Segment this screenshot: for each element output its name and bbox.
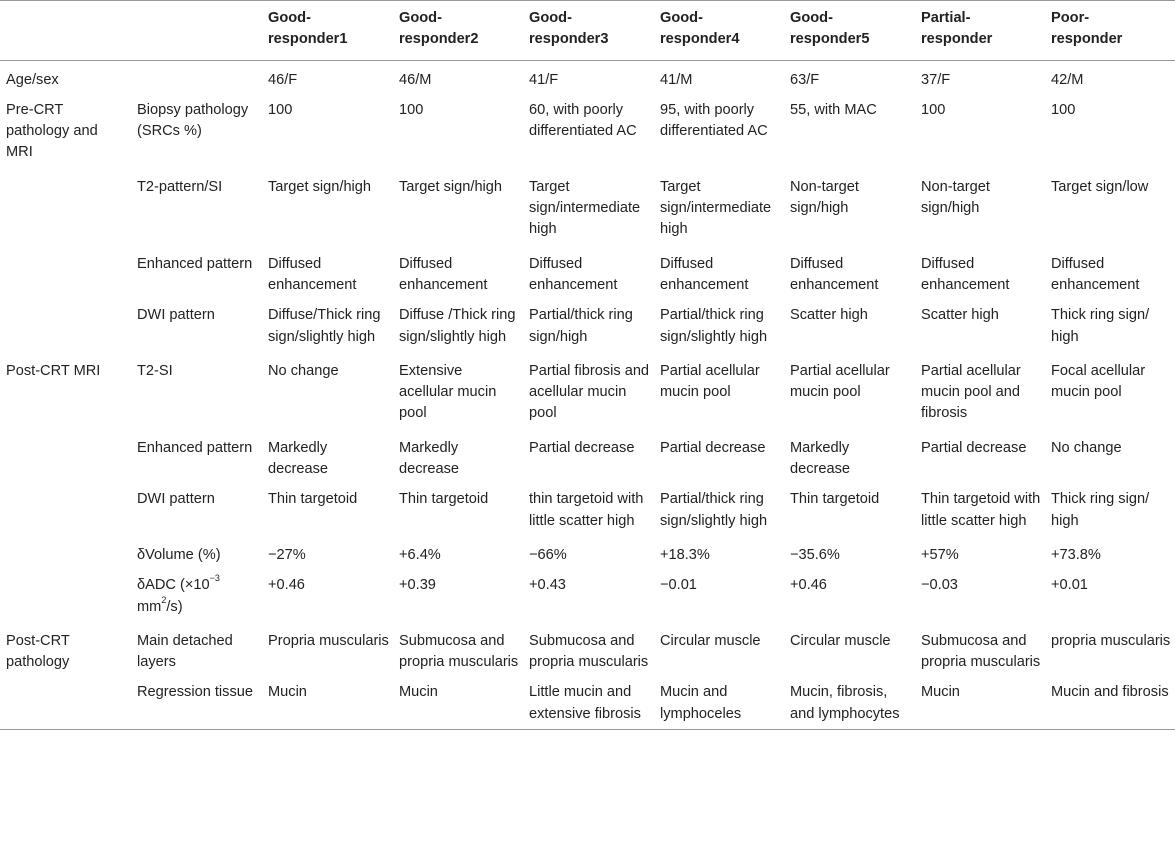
value-cell: Scatter high xyxy=(790,307,868,324)
value-cell: Focal acellular mucin pool xyxy=(1051,362,1146,401)
value-cell: Thick ring sign/ high xyxy=(1051,491,1150,529)
value-cell: −0.01 xyxy=(660,577,697,594)
header-cell xyxy=(523,1,654,61)
header-good-responder1: Good- responder1 xyxy=(268,10,348,48)
table-row xyxy=(0,570,1175,622)
item-cell xyxy=(131,570,262,622)
table-row xyxy=(0,622,1175,678)
value-cell: Scatter high xyxy=(921,307,999,324)
table-row xyxy=(0,60,1175,95)
table-row xyxy=(0,536,1175,570)
group-cell xyxy=(0,484,131,536)
header-poor-responder: Poor- responder xyxy=(1051,10,1123,48)
group-cell: Pre-CRT pathology and MRI xyxy=(6,101,98,161)
value-cell: +0.43 xyxy=(529,577,566,594)
group-cell xyxy=(0,570,131,622)
value-cell: Diffused enhancement xyxy=(529,255,618,293)
value-cell: Partial/thick ring sign/high xyxy=(529,307,633,345)
value-cell: Target sign/intermediate high xyxy=(529,178,641,238)
value-cell: Mucin xyxy=(399,684,438,701)
value-cell: thin targetoid with little scatter high xyxy=(529,491,644,529)
value-cell: Markedly decrease xyxy=(399,439,460,478)
header-cell xyxy=(784,1,915,61)
table-row xyxy=(0,429,1175,485)
value-cell: Submucosa and propria muscularis xyxy=(921,632,1041,671)
value-cell: 46/F xyxy=(268,71,298,88)
value-cell: 55, with MAC xyxy=(790,101,877,118)
table-row xyxy=(0,484,1175,536)
value-cell: Target sign/intermediate high xyxy=(660,178,772,238)
value-cell: −66% xyxy=(529,546,567,563)
value-cell: Target sign/low xyxy=(1051,178,1149,195)
value-cell: Non-target sign/high xyxy=(790,178,859,217)
header-good-responder3: Good- responder3 xyxy=(529,10,609,48)
value-cell: 41/M xyxy=(660,71,693,88)
value-cell: 100 xyxy=(268,101,293,118)
value-cell: Partial/thick ring sign/slightly high xyxy=(660,491,768,529)
group-cell xyxy=(0,245,131,301)
header-cell xyxy=(262,1,393,61)
item-cell: T2-pattern/SI xyxy=(137,178,223,195)
value-cell: Little mucin and extensive fibrosis xyxy=(529,684,641,722)
item-cell: Enhanced pattern xyxy=(137,439,253,456)
value-cell: +0.01 xyxy=(1051,577,1088,594)
value-cell: 42/M xyxy=(1051,71,1084,88)
value-cell: Submucosa and propria muscularis xyxy=(529,632,649,671)
value-cell: Mucin xyxy=(268,684,307,701)
value-cell: Circular muscle xyxy=(660,632,761,649)
value-cell: Diffused enhancement xyxy=(268,255,357,293)
value-cell: +73.8% xyxy=(1051,546,1101,563)
value-cell: Partial acellular mucin pool xyxy=(790,362,890,401)
value-cell: Diffused enhancement xyxy=(660,255,749,293)
item-cell: DWI pattern xyxy=(137,491,215,508)
value-cell: Partial decrease xyxy=(660,439,766,456)
table-row xyxy=(0,352,1175,429)
item-cell: T2-SI xyxy=(137,362,173,379)
value-cell: Propria muscularis xyxy=(268,632,389,649)
value-cell: Circular muscle xyxy=(790,632,891,649)
header-partial-responder: Partial- responder xyxy=(921,10,993,48)
header-cell xyxy=(393,1,523,61)
value-cell: −35.6% xyxy=(790,546,840,563)
value-cell: 46/M xyxy=(399,71,432,88)
item-cell: δVolume (%) xyxy=(137,546,221,563)
value-cell: No change xyxy=(1051,439,1122,456)
value-cell: 37/F xyxy=(921,71,951,88)
value-cell: Submucosa and propria muscularis xyxy=(399,632,519,671)
value-cell: −0.03 xyxy=(921,577,958,594)
header-good-responder4: Good- responder4 xyxy=(660,10,740,48)
value-cell: +57% xyxy=(921,546,959,563)
value-cell: Markedly decrease xyxy=(790,439,851,478)
value-cell: propria muscularis xyxy=(1051,632,1171,649)
item-text: /s) xyxy=(166,598,183,615)
value-cell: −27% xyxy=(268,546,306,563)
item-cell xyxy=(131,60,262,95)
value-cell: 41/F xyxy=(529,71,559,88)
table-row xyxy=(0,245,1175,301)
value-cell: Partial acellular mucin pool xyxy=(660,362,760,401)
value-cell: Thin targetoid xyxy=(268,491,358,508)
value-cell: 95, with poorly differentiated AC xyxy=(660,101,768,140)
value-cell: 60, with poorly differentiated AC xyxy=(529,101,637,140)
group-cell xyxy=(0,300,131,352)
value-cell: Diffuse/Thick ring sign/slightly high xyxy=(268,307,381,345)
value-cell: Mucin and lymphoceles xyxy=(660,684,742,722)
table-row xyxy=(0,168,1175,245)
value-cell: Target sign/high xyxy=(399,178,503,195)
item-cell: Main detached layers xyxy=(137,632,233,671)
header-cell xyxy=(654,1,784,61)
header-good-responder2: Good- responder2 xyxy=(399,10,479,48)
value-cell: Mucin, fibrosis, and lymphocytes xyxy=(790,684,900,722)
value-cell: +0.39 xyxy=(399,577,436,594)
value-cell: 100 xyxy=(921,101,946,118)
group-cell xyxy=(0,536,131,570)
value-cell: Partial decrease xyxy=(921,439,1027,456)
value-cell: Mucin xyxy=(921,684,960,701)
value-cell: Mucin and fibrosis xyxy=(1051,684,1169,701)
header-row xyxy=(0,1,1175,61)
group-cell: Post-CRT pathology xyxy=(6,632,70,671)
item-cell: Regression tissue xyxy=(137,684,253,701)
item-text: δADC (×10 xyxy=(137,577,210,594)
value-cell: Partial/thick ring sign/slightly high xyxy=(660,307,768,345)
value-cell: Diffused enhancement xyxy=(790,255,879,293)
value-cell: 63/F xyxy=(790,71,820,88)
header-cell xyxy=(131,1,262,61)
table-row xyxy=(0,300,1175,352)
value-cell: Thin targetoid with little scatter high xyxy=(921,491,1041,529)
table-row xyxy=(0,95,1175,168)
value-cell: +6.4% xyxy=(399,546,441,563)
value-cell: Partial decrease xyxy=(529,439,635,456)
group-cell xyxy=(0,168,131,245)
value-cell: 100 xyxy=(1051,101,1076,118)
header-cell xyxy=(0,1,131,61)
value-cell: Extensive acellular mucin pool xyxy=(399,362,497,422)
value-cell: 100 xyxy=(399,101,424,118)
value-cell: Diffuse /Thick ring sign/slightly high xyxy=(399,307,516,345)
item-superscript: 2 xyxy=(161,594,167,605)
value-cell: Target sign/high xyxy=(268,178,372,195)
group-cell xyxy=(0,429,131,485)
item-cell: Biopsy pathology (SRCs %) xyxy=(137,101,249,140)
item-text: mm xyxy=(137,598,162,615)
value-cell: Diffused enhancement xyxy=(399,255,488,293)
value-cell: +0.46 xyxy=(790,577,827,594)
value-cell: Partial acellular mucin pool and fibrosis xyxy=(921,362,1021,422)
header-cell xyxy=(915,1,1045,61)
value-cell: Diffused enhancement xyxy=(921,255,1010,293)
value-cell: Diffused enhancement xyxy=(1051,255,1140,293)
value-cell: No change xyxy=(268,362,339,379)
value-cell: Thin targetoid xyxy=(399,491,489,508)
value-cell: Thick ring sign/ high xyxy=(1051,307,1150,345)
header-cell xyxy=(1045,1,1175,61)
value-cell: Thin targetoid xyxy=(790,491,880,508)
value-cell: +0.46 xyxy=(268,577,305,594)
header-good-responder5: Good- responder5 xyxy=(790,10,870,48)
value-cell: Partial fibrosis and acellular mucin pool xyxy=(529,362,650,422)
group-cell: Age/sex xyxy=(6,71,59,88)
table-row xyxy=(0,677,1175,729)
value-cell: Markedly decrease xyxy=(268,439,329,478)
value-cell: +18.3% xyxy=(660,546,710,563)
item-superscript: −3 xyxy=(209,573,220,584)
item-cell: DWI pattern xyxy=(137,307,215,324)
value-cell: Non-target sign/high xyxy=(921,178,990,217)
group-cell xyxy=(0,677,131,729)
group-cell: Post-CRT MRI xyxy=(6,362,101,379)
item-cell: Enhanced pattern xyxy=(137,255,253,272)
